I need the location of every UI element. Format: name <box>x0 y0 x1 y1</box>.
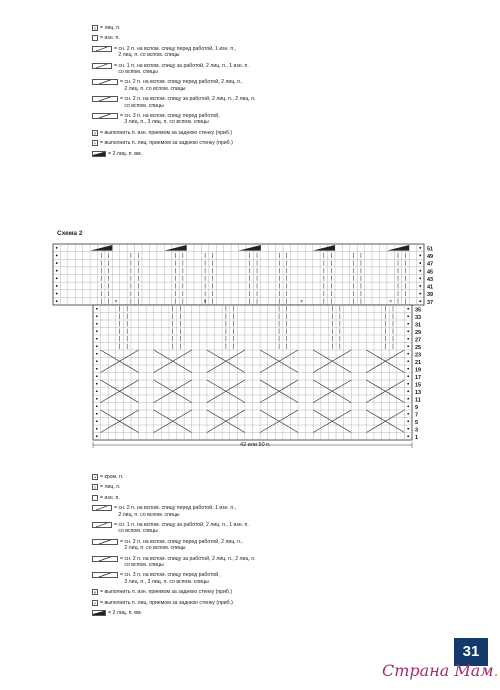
edge-stitch-dot <box>96 330 98 332</box>
edge-stitch-dot <box>407 330 409 332</box>
edge-stitch-dot <box>407 413 409 415</box>
edge-stitch-dot <box>407 338 409 340</box>
legend-symbol-icon: • <box>92 474 98 480</box>
row-number-label: 45 <box>427 269 434 276</box>
edge-stitch-dot <box>56 293 58 295</box>
legend-item <box>92 572 256 589</box>
schema-title: Схема 2 <box>57 230 83 237</box>
legend-item <box>92 522 256 539</box>
row-number-label: 49 <box>427 254 434 261</box>
legend-item <box>92 610 256 620</box>
row-number-label: 39 <box>427 292 434 299</box>
legend-item <box>92 495 256 505</box>
edge-stitch-dot <box>419 262 421 264</box>
row-number-label: 7 <box>415 412 419 419</box>
row-number-label: 3 <box>415 427 419 434</box>
edge-stitch-dot <box>96 368 98 370</box>
legend-item <box>92 600 256 610</box>
legend-symbol-icon <box>92 610 106 616</box>
legend-symbol-icon: × <box>93 130 97 136</box>
legend-text: = лиц. п. <box>100 25 121 31</box>
legend-symbol-icon <box>92 522 112 528</box>
edge-stitch-dot <box>56 277 58 279</box>
row-number-label: 23 <box>415 352 422 359</box>
edge-stitch-dot <box>96 383 98 385</box>
edge-stitch-dot <box>56 300 58 302</box>
edge-stitch-dot <box>407 428 409 430</box>
legend-text: = изн. п. <box>100 35 120 42</box>
legend-item <box>92 589 256 599</box>
legend-text: = сн. 2 п. на вспом. спицу за работой, 2 лиц. п., 2 лиц. п. со вспом. спицы <box>120 96 256 109</box>
purl-increase-mark: × <box>389 298 393 305</box>
purl-increase-mark: × <box>203 298 207 305</box>
edge-stitch-dot <box>96 405 98 407</box>
legend-item <box>92 505 256 522</box>
legend-text: = сн. 1 п. на вспом. спицу за работой, 2 лиц. п., 1 изн. п. со вспом. спицы <box>114 62 249 75</box>
edge-stitch-dot <box>407 323 409 325</box>
legend-text: = 2 лиц. п. вм. <box>108 609 142 616</box>
edge-stitch-dot <box>96 413 98 415</box>
edge-stitch-dot <box>56 270 58 272</box>
edge-stitch-dot <box>56 247 58 249</box>
legend-text: = сн. 2 п. на вспом. спицу перед работой, 2 лиц. п., 2 лиц. п. со вспом. спицы <box>120 538 243 552</box>
legend-item <box>92 556 256 573</box>
legend-text: = выполнить п. изн. приемом за заднюю стенку (приб.) <box>100 589 233 596</box>
row-number-label: 25 <box>415 344 422 351</box>
legend-text: = сн. 1 п. на вспом. спицу за работой, 2 лиц. п., 1 изн. п. со вспом. спицы <box>114 521 249 535</box>
legend-text: = сн. 2 п. на вспом. спицу перед работой, 1 изн. п., 2 лиц. п. со вспом. спицы <box>114 45 237 59</box>
edge-stitch-dot <box>407 308 409 310</box>
legend-text: = кром. п. <box>100 474 124 480</box>
legend-text: = сн. 2 п. на вспом. спицу перед работой, 2 лиц. п., 2 лиц. п. со вспом. спицы <box>120 79 243 92</box>
legend-bottom <box>92 474 256 620</box>
edge-stitch-dot <box>407 353 409 355</box>
row-number-label: 47 <box>427 261 434 268</box>
edge-stitch-dot <box>96 323 98 325</box>
row-number-label: 43 <box>427 276 434 283</box>
legend-text: = 2 лиц. п. вм. <box>108 150 142 157</box>
row-number-label: 19 <box>415 367 422 374</box>
legend-symbol-icon: + <box>93 141 97 147</box>
edge-stitch-dot <box>96 375 98 377</box>
page-number: 31 <box>454 638 488 666</box>
edge-stitch-dot <box>96 428 98 430</box>
row-number-label: 41 <box>427 284 434 291</box>
edge-stitch-dot <box>407 398 409 400</box>
row-number-label: 31 <box>415 322 422 329</box>
legend-symbol-icon <box>92 556 118 562</box>
edge-stitch-dot <box>419 247 421 249</box>
edge-stitch-dot <box>96 390 98 392</box>
edge-stitch-dot <box>96 360 98 362</box>
edge-stitch-dot <box>407 315 409 317</box>
row-number-label: 13 <box>415 389 422 396</box>
legend-item <box>92 474 256 484</box>
row-number-label: 33 <box>415 314 422 321</box>
edge-stitch-dot <box>96 420 98 422</box>
legend-symbol-icon <box>92 495 98 501</box>
edge-stitch-dot <box>407 360 409 362</box>
row-number-label: 35 <box>415 307 422 314</box>
edge-stitch-dot <box>96 353 98 355</box>
edge-stitch-dot <box>419 270 421 272</box>
edge-stitch-dot <box>96 398 98 400</box>
row-number-label: 1 <box>415 434 419 441</box>
legend-text: = изн. п. <box>100 494 120 501</box>
edge-stitch-dot <box>419 300 421 302</box>
edge-stitch-dot <box>56 285 58 287</box>
legend-text: = выполнить п. лиц. приемом за заднюю стенку (приб.) <box>100 599 233 606</box>
edge-stitch-dot <box>56 255 58 257</box>
row-number-label: 37 <box>427 299 434 306</box>
legend-symbol-icon: I <box>92 25 98 31</box>
legend-symbol-icon <box>92 572 118 578</box>
edge-stitch-dot <box>419 285 421 287</box>
row-number-label: 15 <box>415 382 422 389</box>
edge-stitch-dot <box>419 255 421 257</box>
row-number-label: 11 <box>415 397 421 404</box>
row-number-label: 51 <box>427 246 434 253</box>
edge-stitch-dot <box>407 390 409 392</box>
legend-symbol-icon: × <box>93 590 97 596</box>
row-number-label: 27 <box>415 337 422 344</box>
legend-symbol-icon <box>92 539 118 545</box>
edge-stitch-dot <box>407 405 409 407</box>
edge-stitch-dot <box>96 345 98 347</box>
edge-stitch-dot <box>407 368 409 370</box>
legend-text: = сн. 3 п. на вспом. спицу перед работой, 3 лиц. п., 3 лиц. п. со вспом. спицы <box>120 112 220 126</box>
legend-item <box>92 539 256 556</box>
legend-item <box>92 484 256 494</box>
legend-symbol-icon: + <box>93 600 97 606</box>
row-number-label: 29 <box>415 329 422 336</box>
legend-symbol-icon: I <box>92 484 98 490</box>
row-number-label: 17 <box>415 374 422 381</box>
edge-stitch-dot <box>419 293 421 295</box>
edge-stitch-dot <box>407 375 409 377</box>
edge-stitch-dot <box>407 345 409 347</box>
edge-stitch-dot <box>96 308 98 310</box>
row-number-label: 5 <box>415 419 419 426</box>
legend-symbol-icon <box>92 505 112 511</box>
edge-stitch-dot <box>96 338 98 340</box>
legend-text: = сн. 2 п. на вспом. спицу перед работой, 1 изн. п., 2 лиц. п. со вспом. спицы <box>114 505 237 518</box>
edge-stitch-dot <box>407 435 409 437</box>
purl-increase-mark: × <box>114 298 118 305</box>
chart-width-label: 42 или 50 п. <box>240 442 271 448</box>
edge-stitch-dot <box>419 277 421 279</box>
edge-stitch-dot <box>96 435 98 437</box>
edge-stitch-dot <box>407 420 409 422</box>
legend-text: = лиц. п. <box>100 484 121 491</box>
legend-text: = сн. 2 п. на вспом. спицу за работой, 2 лиц. п., 2 лиц. п. со вспом. спицы <box>120 555 256 568</box>
legend-text: = сн. 3 п. на вспом. спицу перед работой, 3 лиц. п., 3 лиц. п. со вспом. спицы <box>120 572 220 585</box>
legend-text: = выполнить п. лиц. приемом за заднюю стенку (приб.) <box>100 140 233 147</box>
edge-stitch-dot <box>96 315 98 317</box>
edge-stitch-dot <box>407 383 409 385</box>
watermark-text: Страна Мам <box>382 661 494 680</box>
row-number-label: 9 <box>415 404 419 411</box>
edge-stitch-dot <box>56 262 58 264</box>
watermark-logo: Страна Мам. <box>382 661 499 680</box>
row-number-label: 21 <box>415 359 422 366</box>
legend-text: = выполнить п. изн. приемом за заднюю стенку (приб.) <box>100 129 233 136</box>
purl-increase-mark: × <box>300 298 304 305</box>
